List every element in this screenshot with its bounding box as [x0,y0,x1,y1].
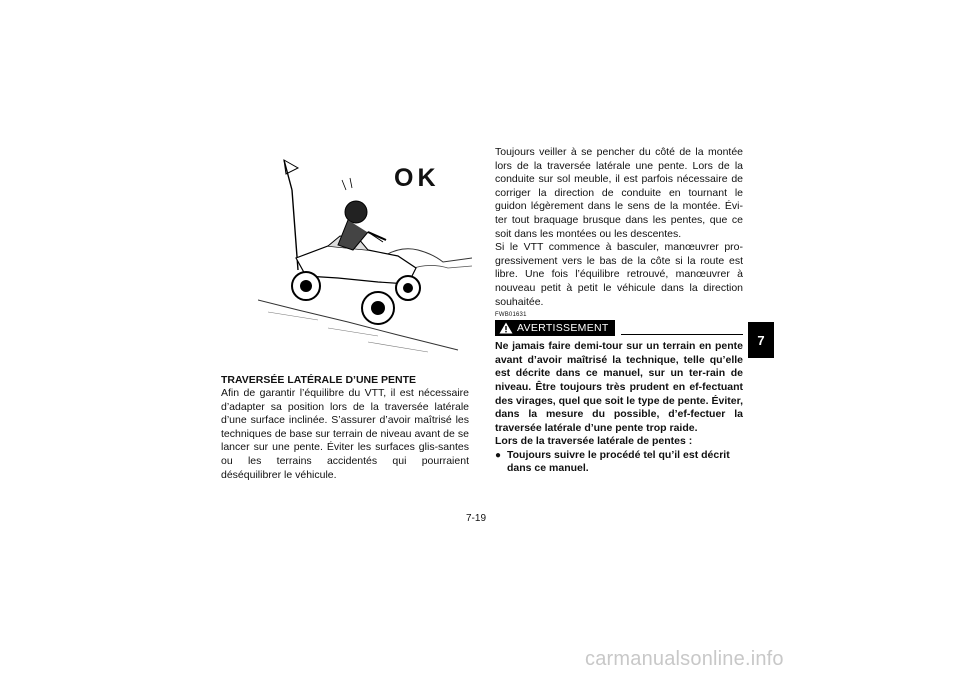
right-paragraph-2: Si le VTT commence à basculer, manœuvrer pro-gressivement vers le bas de la côte si la route est libre. Une fois l’équilibre retrouvé, manœuvrer à nouveau petit à petit le véhicule dans la direction souhaitée. [495,241,743,308]
ok-label: OK [394,164,440,192]
chapter-tab: 7 [748,322,774,358]
section-heading: TRAVERSÉE LATÉRALE D’UNE PENTE [221,374,417,386]
watermark: carmanualsonline.info [585,648,784,670]
page-number: 7-19 [466,513,487,524]
right-column [495,146,743,476]
warning-text: Ne jamais faire demi-tour sur un terrain en pente avant d’avoir maîtrisé la technique, telle qu’elle est décrite dans ce manuel, sur un ter-rain de niveau. Être toujours très prudent en ef-fectuant des virages, quel que soit le type de pente. Éviter, dans la mesure du possible, d’ef-fectuer la traversée latérale d’une pente trop raide. [495,340,744,434]
warning-label: AVERTISSEMENT [517,322,609,335]
warning-triangle-icon [499,322,513,334]
bullet-text: Toujours suivre le procédé tel qu’il est décrit dans ce manuel. [507,448,730,475]
bullet-item [495,449,743,476]
left-paragraph: Afin de garantir l’équilibre du VTT, il est nécessaire d’adapter sa position lors de la traversée latérale d’une surface inclinée. S’assurer d’avoir maîtrisé les techniques de base sur terrain de niveau avant de se lancer sur une pente. Éviter les surfaces glis-santes ou les terrains accidentés qui pourraient déséquilibrer le véhicule. [221,387,469,481]
bullet-dot-icon: ● [495,449,502,461]
warning-badge [495,320,615,336]
left-column [221,374,469,482]
warning-subheading: Lors de la traversée latérale de pentes : [495,435,693,448]
warning-header [495,320,743,336]
atv-slope-illustration [258,150,472,360]
right-paragraph-1: Toujours veiller à se pencher du côté de la montée lors de la traversée latérale une pente. Lors de la conduite sur sol meuble, il est parfois nécessaire de corriger la direction de conduite en tournant le guidon légèrement dans le sens de la montée. Évi-ter tout braquage brusque dans les pentes, que ce soit dans les montées ou les descentes. [495,146,743,240]
warning-code: FWB01631 [495,312,527,319]
warning-rule [621,334,743,335]
